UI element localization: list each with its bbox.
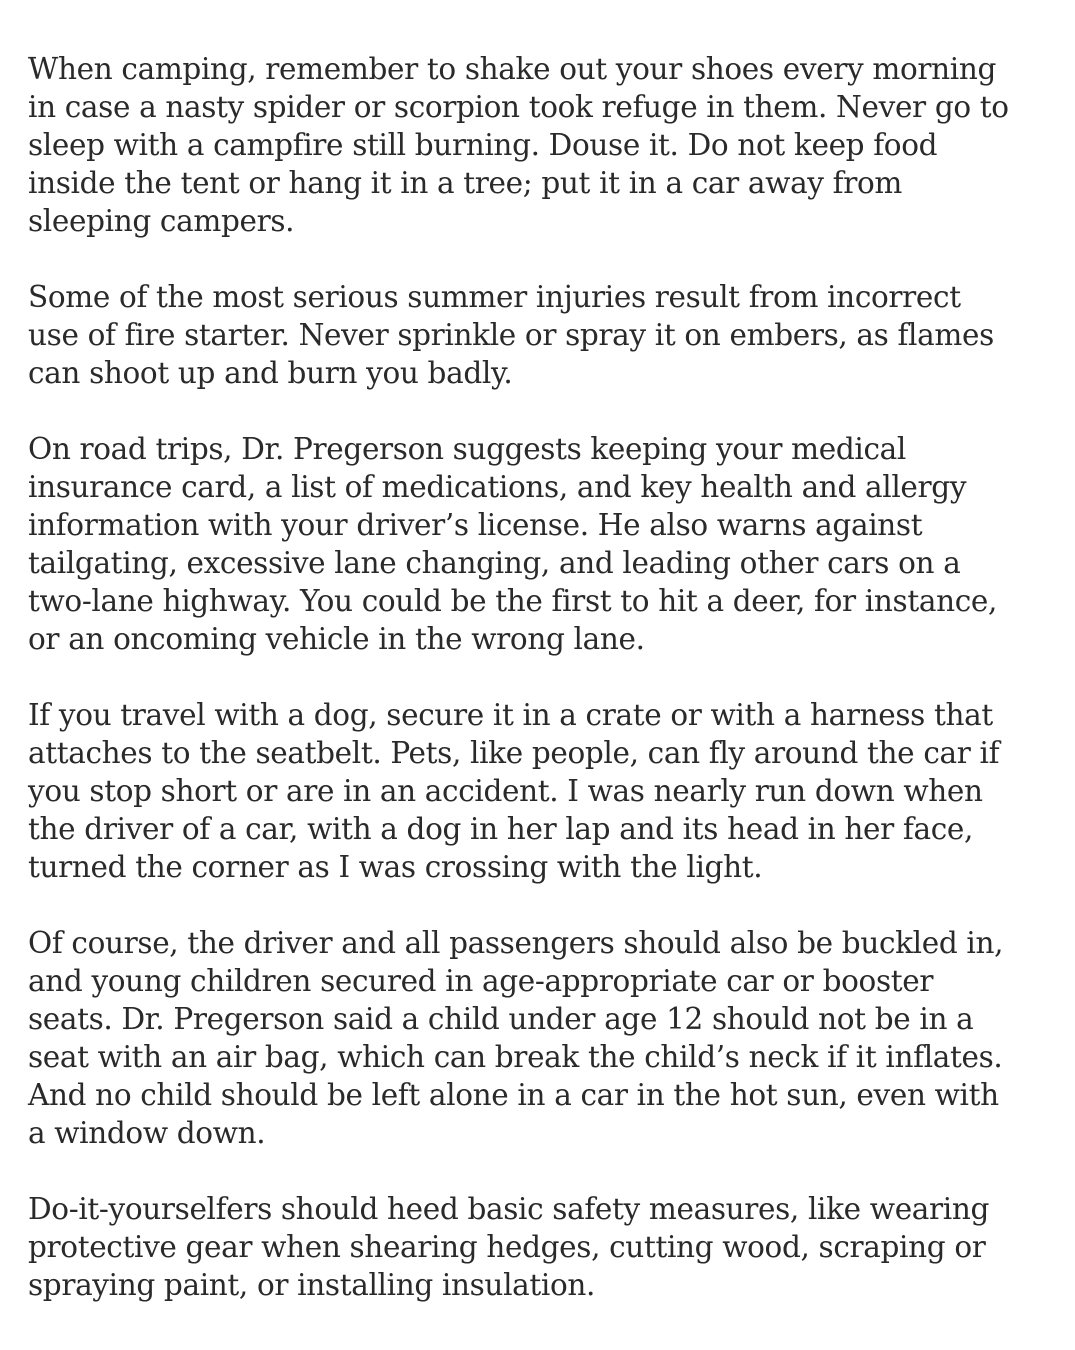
text-line: Do-it-yourselfers should heed basic safety measures, like wearing	[28, 1192, 990, 1226]
text-line: two-lane highway. You could be the first to hit a deer, for instance,	[28, 584, 998, 618]
text-line: seats. Dr. Pregerson said a child under age 12 should not be in a	[28, 1002, 974, 1036]
paragraph-camping	[28, 50, 1028, 240]
text-line: On road trips, Dr. Pregerson suggests keeping your medical	[28, 432, 906, 466]
text-line: attaches to the seatbelt. Pets, like people, can fly around the car if	[28, 736, 1000, 770]
paragraph-dog-travel	[28, 696, 1028, 886]
article-body	[28, 50, 1028, 1342]
paragraph-passengers	[28, 924, 1028, 1152]
text-line: If you travel with a dog, secure it in a crate or with a harness that	[28, 698, 993, 732]
text-line: Some of the most serious summer injuries result from incorrect	[28, 280, 961, 314]
text-line: or an oncoming vehicle in the wrong lane.	[28, 622, 645, 656]
text-line: sleeping campers.	[28, 204, 295, 238]
text-line: and young children secured in age-appropriate car or booster	[28, 964, 934, 998]
text-line: a window down.	[28, 1116, 266, 1150]
text-line: in case a nasty spider or scorpion took refuge in them. Never go to	[28, 90, 1009, 124]
paragraph-diy-safety	[28, 1190, 1028, 1304]
text-line: you stop short or are in an accident. I was nearly run down when	[28, 774, 983, 808]
paragraph-road-trips	[28, 430, 1028, 658]
text-line: Of course, the driver and all passengers should also be buckled in,	[28, 926, 1004, 960]
text-line: the driver of a car, with a dog in her lap and its head in her face,	[28, 812, 974, 846]
text-line: insurance card, a list of medications, and key health and allergy	[28, 470, 967, 504]
text-line: When camping, remember to shake out your shoes every morning	[28, 52, 997, 86]
text-line: inside the tent or hang it in a tree; put it in a car away from	[28, 166, 902, 200]
text-line: protective gear when shearing hedges, cutting wood, scraping or	[28, 1230, 986, 1264]
text-line: use of fire starter. Never sprinkle or spray it on embers, as flames	[28, 318, 994, 352]
text-line: sleep with a campfire still burning. Douse it. Do not keep food	[28, 128, 938, 162]
text-line: seat with an air bag, which can break the child’s neck if it inflates.	[28, 1040, 1003, 1074]
text-line: turned the corner as I was crossing with the light.	[28, 850, 763, 884]
paragraph-fire-starter	[28, 278, 1028, 392]
text-line: spraying paint, or installing insulation.	[28, 1268, 596, 1302]
text-line: And no child should be left alone in a car in the hot sun, even with	[28, 1078, 999, 1112]
text-line: can shoot up and burn you badly.	[28, 356, 513, 390]
text-line: tailgating, excessive lane changing, and leading other cars on a	[28, 546, 961, 580]
text-line: information with your driver’s license. He also warns against	[28, 508, 923, 542]
